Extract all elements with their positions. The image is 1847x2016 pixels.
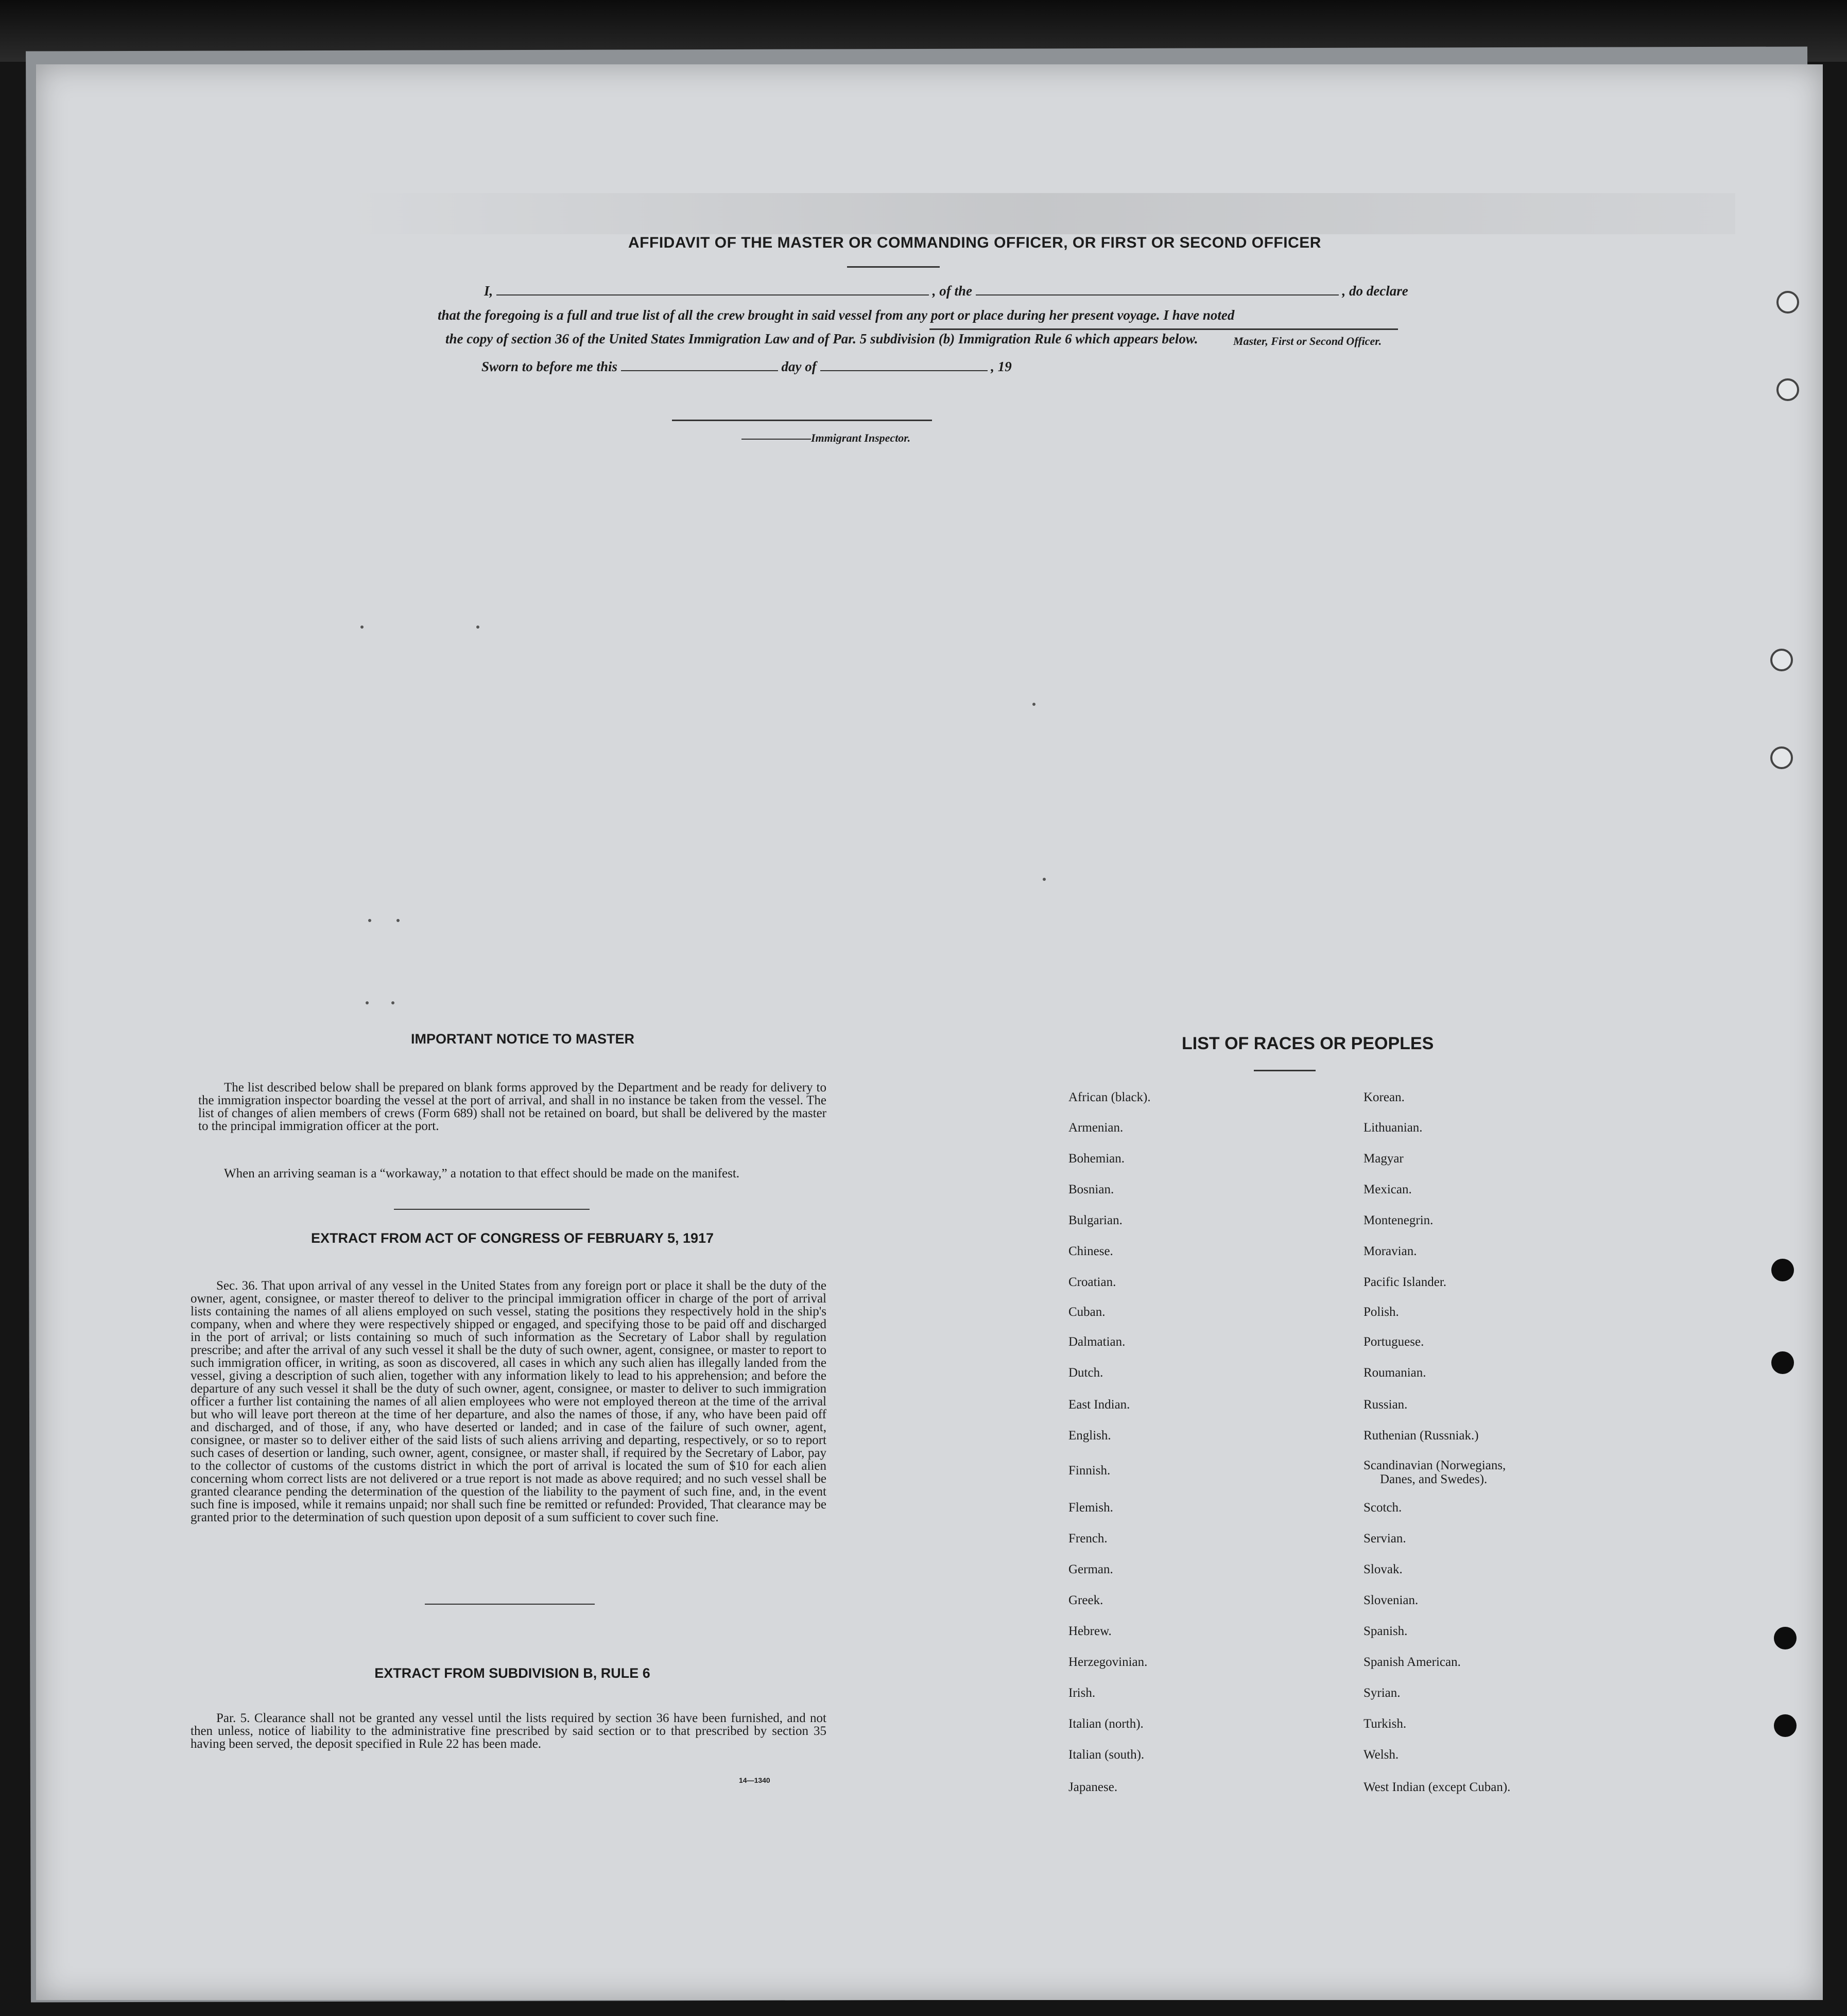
form-number: 14—1340 — [739, 1776, 770, 1784]
race-item: Moravian. — [1363, 1244, 1417, 1258]
race-item: Welsh. — [1363, 1748, 1399, 1762]
race-item: Greek. — [1068, 1593, 1103, 1607]
sworn-day-of: day of — [781, 359, 817, 374]
race-item: Scotch. — [1363, 1501, 1402, 1515]
race-item: Roumanian. — [1363, 1366, 1426, 1380]
stray-mark — [1032, 703, 1035, 706]
punch-hole — [1770, 746, 1793, 769]
race-item: German. — [1068, 1562, 1113, 1576]
notice-paragraph-2: When an arriving seaman is a “workaway,” a notation to that effect should be made on the manifest. — [224, 1167, 740, 1180]
affidavit-line-1 — [484, 283, 1408, 299]
stray-mark — [391, 1001, 394, 1004]
race-item: Bosnian. — [1068, 1183, 1114, 1196]
sworn-day-field[interactable] — [621, 360, 778, 371]
vessel-name-field[interactable] — [976, 284, 1339, 296]
affidavit-title: AFFIDAVIT OF THE MASTER OR COMMANDING OFFICER, OR FIRST OR SECOND OFFICER — [628, 234, 1321, 251]
race-item: Hebrew. — [1068, 1624, 1112, 1638]
notice-paragraph-1: The list described below shall be prepared on blank forms approved by the Department and be ready for delivery to the immigration inspector boarding the vessel at the port of arrival, and shall in no instance be taken from the vessel. The list of changes of alien members of crews (Form 689) shall not be retained on board, but shall be delivered by the master to the principal immigration officer at the port. — [198, 1081, 826, 1133]
stray-mark — [1043, 878, 1046, 881]
declare-suffix: , do declare — [1342, 283, 1408, 299]
declarant-prefix: I, — [484, 283, 493, 299]
race-item: Turkish. — [1363, 1717, 1407, 1731]
race-item: Italian (south). — [1068, 1748, 1145, 1762]
race-item: Syrian. — [1363, 1686, 1401, 1700]
notice-title: IMPORTANT NOTICE TO MASTER — [411, 1031, 634, 1047]
declarant-name-field[interactable] — [496, 284, 929, 296]
inspector-signature-line[interactable] — [672, 420, 932, 421]
races-title-rule — [1254, 1070, 1316, 1071]
race-item: Scandinavian (Norwegians, — [1363, 1458, 1506, 1472]
race-item: Herzegovinian. — [1068, 1655, 1148, 1669]
stray-mark — [360, 625, 364, 629]
rule-paragraph-5: Par. 5. Clearance shall not be granted any vessel until the lists required by section 36 have been furnished, and not then unless, notice of liability to the administrative fine prescribed by said section or to that prescribed by section 35 having been served, the deposit specified in Rule 22 has been made. — [191, 1711, 826, 1751]
race-item: Slovak. — [1363, 1562, 1403, 1576]
race-item: Flemish. — [1068, 1501, 1113, 1515]
race-item: Slovenian. — [1363, 1593, 1419, 1607]
race-item: Chinese. — [1068, 1244, 1113, 1258]
inspector-label — [741, 431, 910, 445]
punch-hole — [1774, 1714, 1797, 1737]
punch-hole — [1774, 1627, 1797, 1649]
affidavit-line-2: that the foregoing is a full and true list of all the crew brought in said vessel from any port or place during her present voyage. I have noted — [438, 307, 1235, 323]
sworn-year: , 19 — [991, 359, 1012, 374]
race-item: Ruthenian (Russniak.) — [1363, 1429, 1479, 1443]
affidavit-line-3: the copy of section 36 of the United States Immigration Law and of Par. 5 subdivision (b) Immigration Rule 6 which appears below. — [445, 331, 1198, 346]
vessel-prefix: , of the — [932, 283, 973, 299]
sworn-prefix: Sworn to before me this — [481, 359, 618, 374]
punch-hole — [1771, 1351, 1794, 1374]
punch-hole — [1771, 1259, 1794, 1281]
race-item: Dalmatian. — [1068, 1335, 1126, 1349]
race-item: English. — [1068, 1429, 1111, 1443]
bleed-through-text — [345, 193, 1735, 234]
stray-mark — [396, 919, 400, 922]
race-item: Russian. — [1363, 1398, 1408, 1412]
race-item: Servian. — [1363, 1532, 1406, 1545]
race-item: Spanish. — [1363, 1624, 1408, 1638]
section-rule — [425, 1604, 595, 1605]
race-item: Cuban. — [1068, 1305, 1106, 1319]
stray-mark — [476, 625, 479, 629]
race-item: African (black). — [1068, 1090, 1151, 1104]
race-item: Montenegrin. — [1363, 1213, 1434, 1227]
race-item: Korean. — [1363, 1090, 1405, 1104]
act-section-36: Sec. 36. That upon arrival of any vessel in the United States from any foreign port or place it shall be the duty of the owner, agent, consignee, or master thereof to deliver to the principal immigration officer in charge of the port of arrival lists containing the names of all aliens employed on such vessel, stating the positions they respectively hold in the ship's company, when and where they were respectively shipped or engaged, and specifying those to be paid off and discharged in the port of arrival; or lists containing so much of such information as the Secretary of Labor shall by regulation prescribe; and after the arrival of any such vessel it shall be the duty of such owner, agent, consignee, or master to report to such immigration officer, in writing, as soon as discovered, all cases in which any such alien has illegally landed from the vessel, giving a description of such alien, together with any information likely to lead to his apprehension; and before the departure of any such vessel it shall be the duty of such owner, agent, consignee, or master to deliver to such immigration officer a further list containing the names of all alien employees who were not employed thereon at the time of the arrival but who will leave port thereon at the time of her departure, and also the names of those, if any, who have been paid off and discharged, and of those, if any, who have deserted or landed; and in case of the failure of such owner, agent, consignee, or master so to deliver either of the said lists of such aliens arriving and departing, respectively, or so to report such cases of desertion or landing, such owner, agent, consignee, or master shall, if required by the Secretary of Labor, pay to the collector of customs of the customs district in which the port of arrival is located the sum of $10 for each alien concerning whom correct lists are not delivered or a true report is not made as above required; and no such vessel shall be granted clearance pending the determination of the question of the liability to the payment of such fine, and, in the event such fine is imposed, while it remains unpaid; nor shall such fine be remitted or refunded: Provided, That clearance may be granted prior to the determination of such question upon deposit of a sum sufficient to cover such fine. — [191, 1279, 826, 1524]
race-item: Polish. — [1363, 1305, 1399, 1319]
race-item: Bulgarian. — [1068, 1213, 1123, 1227]
race-item: Armenian. — [1068, 1121, 1124, 1135]
inspector-dash — [741, 439, 811, 440]
master-signature-line[interactable] — [929, 328, 1398, 330]
race-item: French. — [1068, 1532, 1108, 1545]
section-rule — [394, 1209, 590, 1210]
rule-title: EXTRACT FROM SUBDIVISION B, RULE 6 — [374, 1665, 650, 1681]
races-title: LIST OF RACES OR PEOPLES — [1182, 1034, 1434, 1053]
inspector-label-text: Immigrant Inspector. — [811, 431, 911, 444]
race-item: East Indian. — [1068, 1398, 1130, 1412]
race-item: Portuguese. — [1363, 1335, 1424, 1349]
race-item: Italian (north). — [1068, 1717, 1144, 1731]
title-rule — [847, 266, 940, 268]
act-title: EXTRACT FROM ACT OF CONGRESS OF FEBRUARY 5, 1917 — [310, 1230, 714, 1246]
stray-mark — [366, 1001, 369, 1004]
race-item: Japanese. — [1068, 1780, 1118, 1794]
race-item: Irish. — [1068, 1686, 1096, 1700]
race-item: Mexican. — [1363, 1183, 1412, 1196]
race-item: Spanish American. — [1363, 1655, 1461, 1669]
stray-mark — [368, 919, 371, 922]
race-item: Lithuanian. — [1363, 1121, 1423, 1135]
punch-hole — [1776, 378, 1799, 401]
sworn-month-field[interactable] — [820, 360, 988, 371]
race-item: Croatian. — [1068, 1275, 1116, 1289]
race-item: Pacific Islander. — [1363, 1275, 1447, 1289]
race-item: Bohemian. — [1068, 1152, 1125, 1166]
sworn-line — [481, 359, 1012, 375]
race-item: West Indian (except Cuban). — [1363, 1780, 1511, 1794]
race-item: Dutch. — [1068, 1366, 1103, 1380]
race-item: Finnish. — [1068, 1464, 1111, 1478]
punch-hole — [1770, 649, 1793, 671]
punch-hole — [1776, 291, 1799, 314]
master-signature-label: Master, First or Second Officer. — [1233, 335, 1382, 347]
document-page — [36, 64, 1823, 2000]
race-item: Danes, and Swedes). — [1380, 1472, 1488, 1486]
race-item: Magyar — [1363, 1152, 1404, 1166]
